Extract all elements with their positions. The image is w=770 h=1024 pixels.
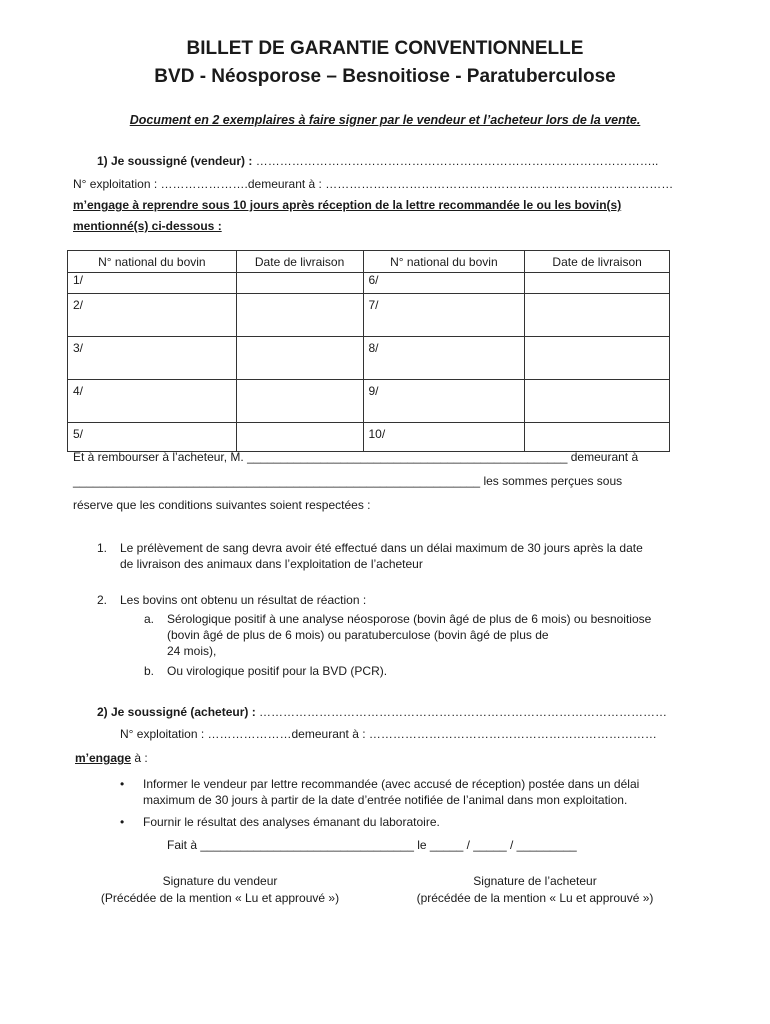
buyer-bullet2: Fournir le résultat des analyses émanant du laboratoire.: [143, 815, 440, 829]
condition-1-number: 1.: [97, 541, 108, 555]
table-cell[interactable]: 7/: [363, 294, 525, 337]
seller-signature-note: (Précédée de la mention « Lu et approuvé »): [100, 891, 340, 905]
table-header: Date de livraison: [525, 251, 670, 273]
seller-heading: [97, 154, 658, 169]
buyer-bullet1-line1: Informer le vendeur par lettre recommandée (avec accusé de réception) postée dans un délai: [143, 777, 640, 791]
condition-1-line2: de livraison des animaux dans l’exploitation de l’acheteur: [120, 557, 423, 571]
table-cell[interactable]: 8/: [363, 337, 525, 380]
bovine-table: [67, 250, 670, 452]
table-cell[interactable]: [525, 294, 670, 337]
refund-line1: Et à rembourser à l’acheteur, M. ________________________________________________ demeurant à: [73, 450, 639, 464]
document-subtitle: Document en 2 exemplaires à faire signer par le vendeur et l’acheteur lors de la vente.: [129, 113, 641, 127]
table-cell[interactable]: 5/: [68, 423, 237, 452]
table-cell[interactable]: 4/: [68, 380, 237, 423]
buyer-engage-suffix: à :: [131, 751, 148, 765]
condition-2-number: 2.: [97, 593, 108, 607]
buyer-bullet1-line2: maximum de 30 jours à partir de la date d’entrée notifiée de l’animal dans mon exploitation.: [143, 793, 628, 807]
document-title: BILLET DE GARANTIE CONVENTIONNELLE: [186, 38, 584, 59]
seller-exploitation-line: N° exploitation : ………………….demeurant à : ……………………………………………………………………………: [73, 177, 674, 191]
buyer-heading-label: 2) Je soussigné (acheteur) :: [97, 705, 260, 719]
condition-2-text: Les bovins ont obtenu un résultat de réaction :: [120, 593, 367, 607]
table-cell[interactable]: 3/: [68, 337, 237, 380]
document-title-diseases: BVD - Néosporose – Besnoitiose - Paratuberculose: [154, 66, 616, 87]
table-cell[interactable]: [525, 380, 670, 423]
refund-line2: _____________________________________________________________ les sommes perçues sous: [73, 474, 623, 488]
condition-2b-label: b.: [144, 664, 155, 678]
table-header: N° national du bovin: [363, 251, 525, 273]
condition-2a-line2: (bovin âgé de plus de 6 mois) ou paratuberculose (bovin âgé de plus de: [167, 628, 549, 642]
bullet-icon: •: [120, 777, 125, 791]
buyer-exploitation-line: N° exploitation : …………………demeurant à : ………………………………………………………………: [120, 727, 657, 741]
seller-commitment-line2: mentionné(s) ci-dessous :: [73, 219, 222, 233]
buyer-heading-dots: …………………………………………………………………………………………: [259, 705, 668, 719]
table-row: [68, 294, 670, 337]
seller-heading-label: 1) Je soussigné (vendeur) :: [97, 154, 256, 168]
table-row: [68, 273, 670, 294]
refund-line3: réserve que les conditions suivantes soient respectées :: [73, 498, 371, 512]
table-row: [68, 423, 670, 452]
condition-2a-line3: 24 mois),: [167, 644, 217, 658]
table-header: Date de livraison: [236, 251, 363, 273]
condition-2a-line1: Sérologique positif à une analyse néosporose (bovin âgé de plus de 6 mois) ou besnoitiose: [167, 612, 652, 626]
buyer-engage: [75, 751, 148, 766]
table-cell[interactable]: [236, 423, 363, 452]
buyer-signature-note: (précédée de la mention « Lu et approuvé »): [416, 891, 654, 905]
buyer-heading: [97, 705, 667, 720]
bullet-icon: •: [120, 815, 125, 829]
table-cell[interactable]: [525, 273, 670, 294]
buyer-signature-title: Signature de l’acheteur: [473, 874, 597, 888]
seller-signature-title: Signature du vendeur: [162, 874, 278, 888]
table-row: [68, 337, 670, 380]
table-cell[interactable]: [236, 380, 363, 423]
table-cell[interactable]: 10/: [363, 423, 525, 452]
table-cell[interactable]: 9/: [363, 380, 525, 423]
table-cell[interactable]: [236, 294, 363, 337]
table-cell[interactable]: 6/: [363, 273, 525, 294]
seller-heading-dots: ………………………………………………………………………………………..: [255, 154, 659, 168]
seller-commitment-line1: m’engage à reprendre sous 10 jours après réception de la lettre recommandée le ou les bovin(s): [73, 198, 622, 212]
table-row: [68, 380, 670, 423]
condition-2a-label: a.: [144, 612, 155, 626]
table-header-row: [68, 251, 670, 273]
table-cell[interactable]: [236, 273, 363, 294]
table-cell[interactable]: [236, 337, 363, 380]
table-header: N° national du bovin: [68, 251, 237, 273]
condition-2b-text: Ou virologique positif pour la BVD (PCR).: [167, 664, 388, 678]
table-cell[interactable]: 1/: [68, 273, 237, 294]
table-cell[interactable]: 2/: [68, 294, 237, 337]
buyer-engage-label: m’engage: [75, 751, 132, 765]
table-cell[interactable]: [525, 337, 670, 380]
fait-line: Fait à ________________________________ le _____ / _____ / _________: [167, 838, 577, 852]
table-cell[interactable]: [525, 423, 670, 452]
condition-1-line1: Le prélèvement de sang devra avoir été effectué dans un délai maximum de 30 jours après la date: [120, 541, 643, 555]
